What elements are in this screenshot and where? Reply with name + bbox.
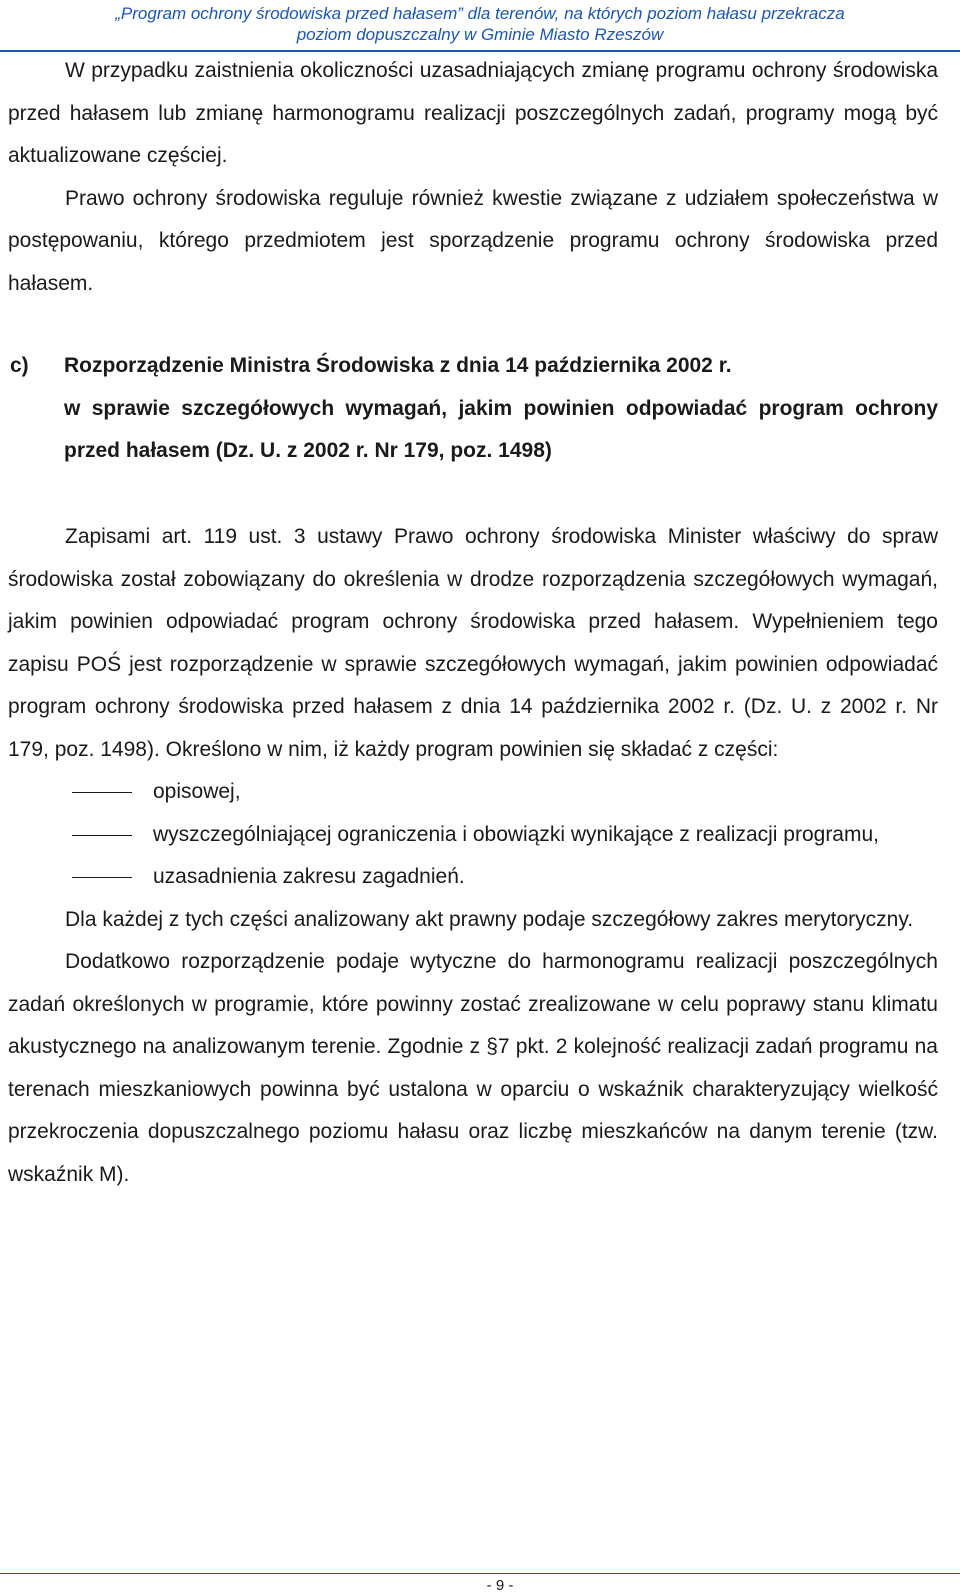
paragraph-schedule-guidelines: Dodatkowo rozporządzenie podaje wytyczne do harmonogramu realizacji poszczególnych zadań określonych w programie, które powinny zostać zrealizowane w celu poprawy stanu klimatu akustycznego na analizowanym terenie. Zgodnie z §7 pkt. 2 kolejność realizacji zadań programu na terenach mieszkaniowych powinna być ustalona w oparciu o wskaźnik charakteryzujący wielkość przekroczenia dopuszczalnego poziomu hałasu oraz liczbę mieszkańców na danym terenie (tzw. wskaźnik M). — [8, 950, 938, 1186]
header-title-line-1: „Program ochrony środowiska przed hałasem” dla terenów, na których poziom hałasu przekracza — [115, 4, 845, 23]
paragraph-public-participation: Prawo ochrony środowiska reguluje również kwestie związane z udziałem społeczeństwa w postępowaniu, którego przedmiotem jest sporządzenie programu ochrony środowiska przed hałasem. — [8, 186, 938, 295]
page-number: - 9 - — [486, 1577, 514, 1594]
page-footer — [0, 1573, 960, 1595]
section-heading — [10, 345, 938, 473]
list-item: opisowej, — [8, 771, 938, 814]
header-title-line-2: poziom dopuszczalny w Gminie Miasto Rzeszów — [296, 25, 664, 44]
dash-bullet — [72, 835, 132, 836]
intro-section — [8, 50, 938, 305]
list-item: uzasadnienia zakresu zagadnień. — [8, 856, 938, 899]
program-parts-list — [8, 771, 938, 899]
section-title-line-1: Rozporządzenie Ministra Środowiska z dnia 14 października 2002 r. — [64, 354, 732, 377]
list-item: wyszczególniającej ograniczenia i obowiązki wynikające z realizacji programu, — [8, 814, 938, 857]
regulation-section — [8, 516, 938, 1196]
page-header — [0, 0, 960, 52]
paragraph-regulation-basis: Zapisami art. 119 ust. 3 ustawy Prawo ochrony środowiska Minister właściwy do spraw środowiska został zobowiązany do określenia w drodze rozporządzenia szczegółowych wymagań, jakim powinien odpowiadać program ochrony środowiska przed hałasem. Wypełnieniem tego zapisu POŚ jest rozporządzenie w sprawie szczegółowych wymagań, jakim powinien odpowiadać program ochrony środowiska przed hałasem z dnia 14 października 2002 r. (Dz. U. z 2002 r. Nr 179, poz. 1498). Określono w nim, iż każdy program powinien się składać z części: — [8, 525, 938, 761]
dash-bullet — [72, 792, 132, 793]
paragraph-scope: Dla każdej z tych części analizowany akt prawny podaje szczegółowy zakres merytoryczny. — [65, 907, 914, 931]
section-title-rest: w sprawie szczegółowych wymagań, jakim powinien odpowiadać program ochrony przed hałasem (Dz. U. z 2002 r. Nr 179, poz. 1498) — [64, 396, 938, 462]
section-label: c) — [10, 354, 29, 377]
paragraph-update-programs: W przypadku zaistnienia okoliczności uzasadniających zmianę programu ochrony środowiska przed hałasem lub zmianę harmonogramu realizacji poszczególnych zadań, programy mogą być aktualizowane częściej. — [8, 59, 938, 167]
dash-bullet — [72, 877, 132, 878]
